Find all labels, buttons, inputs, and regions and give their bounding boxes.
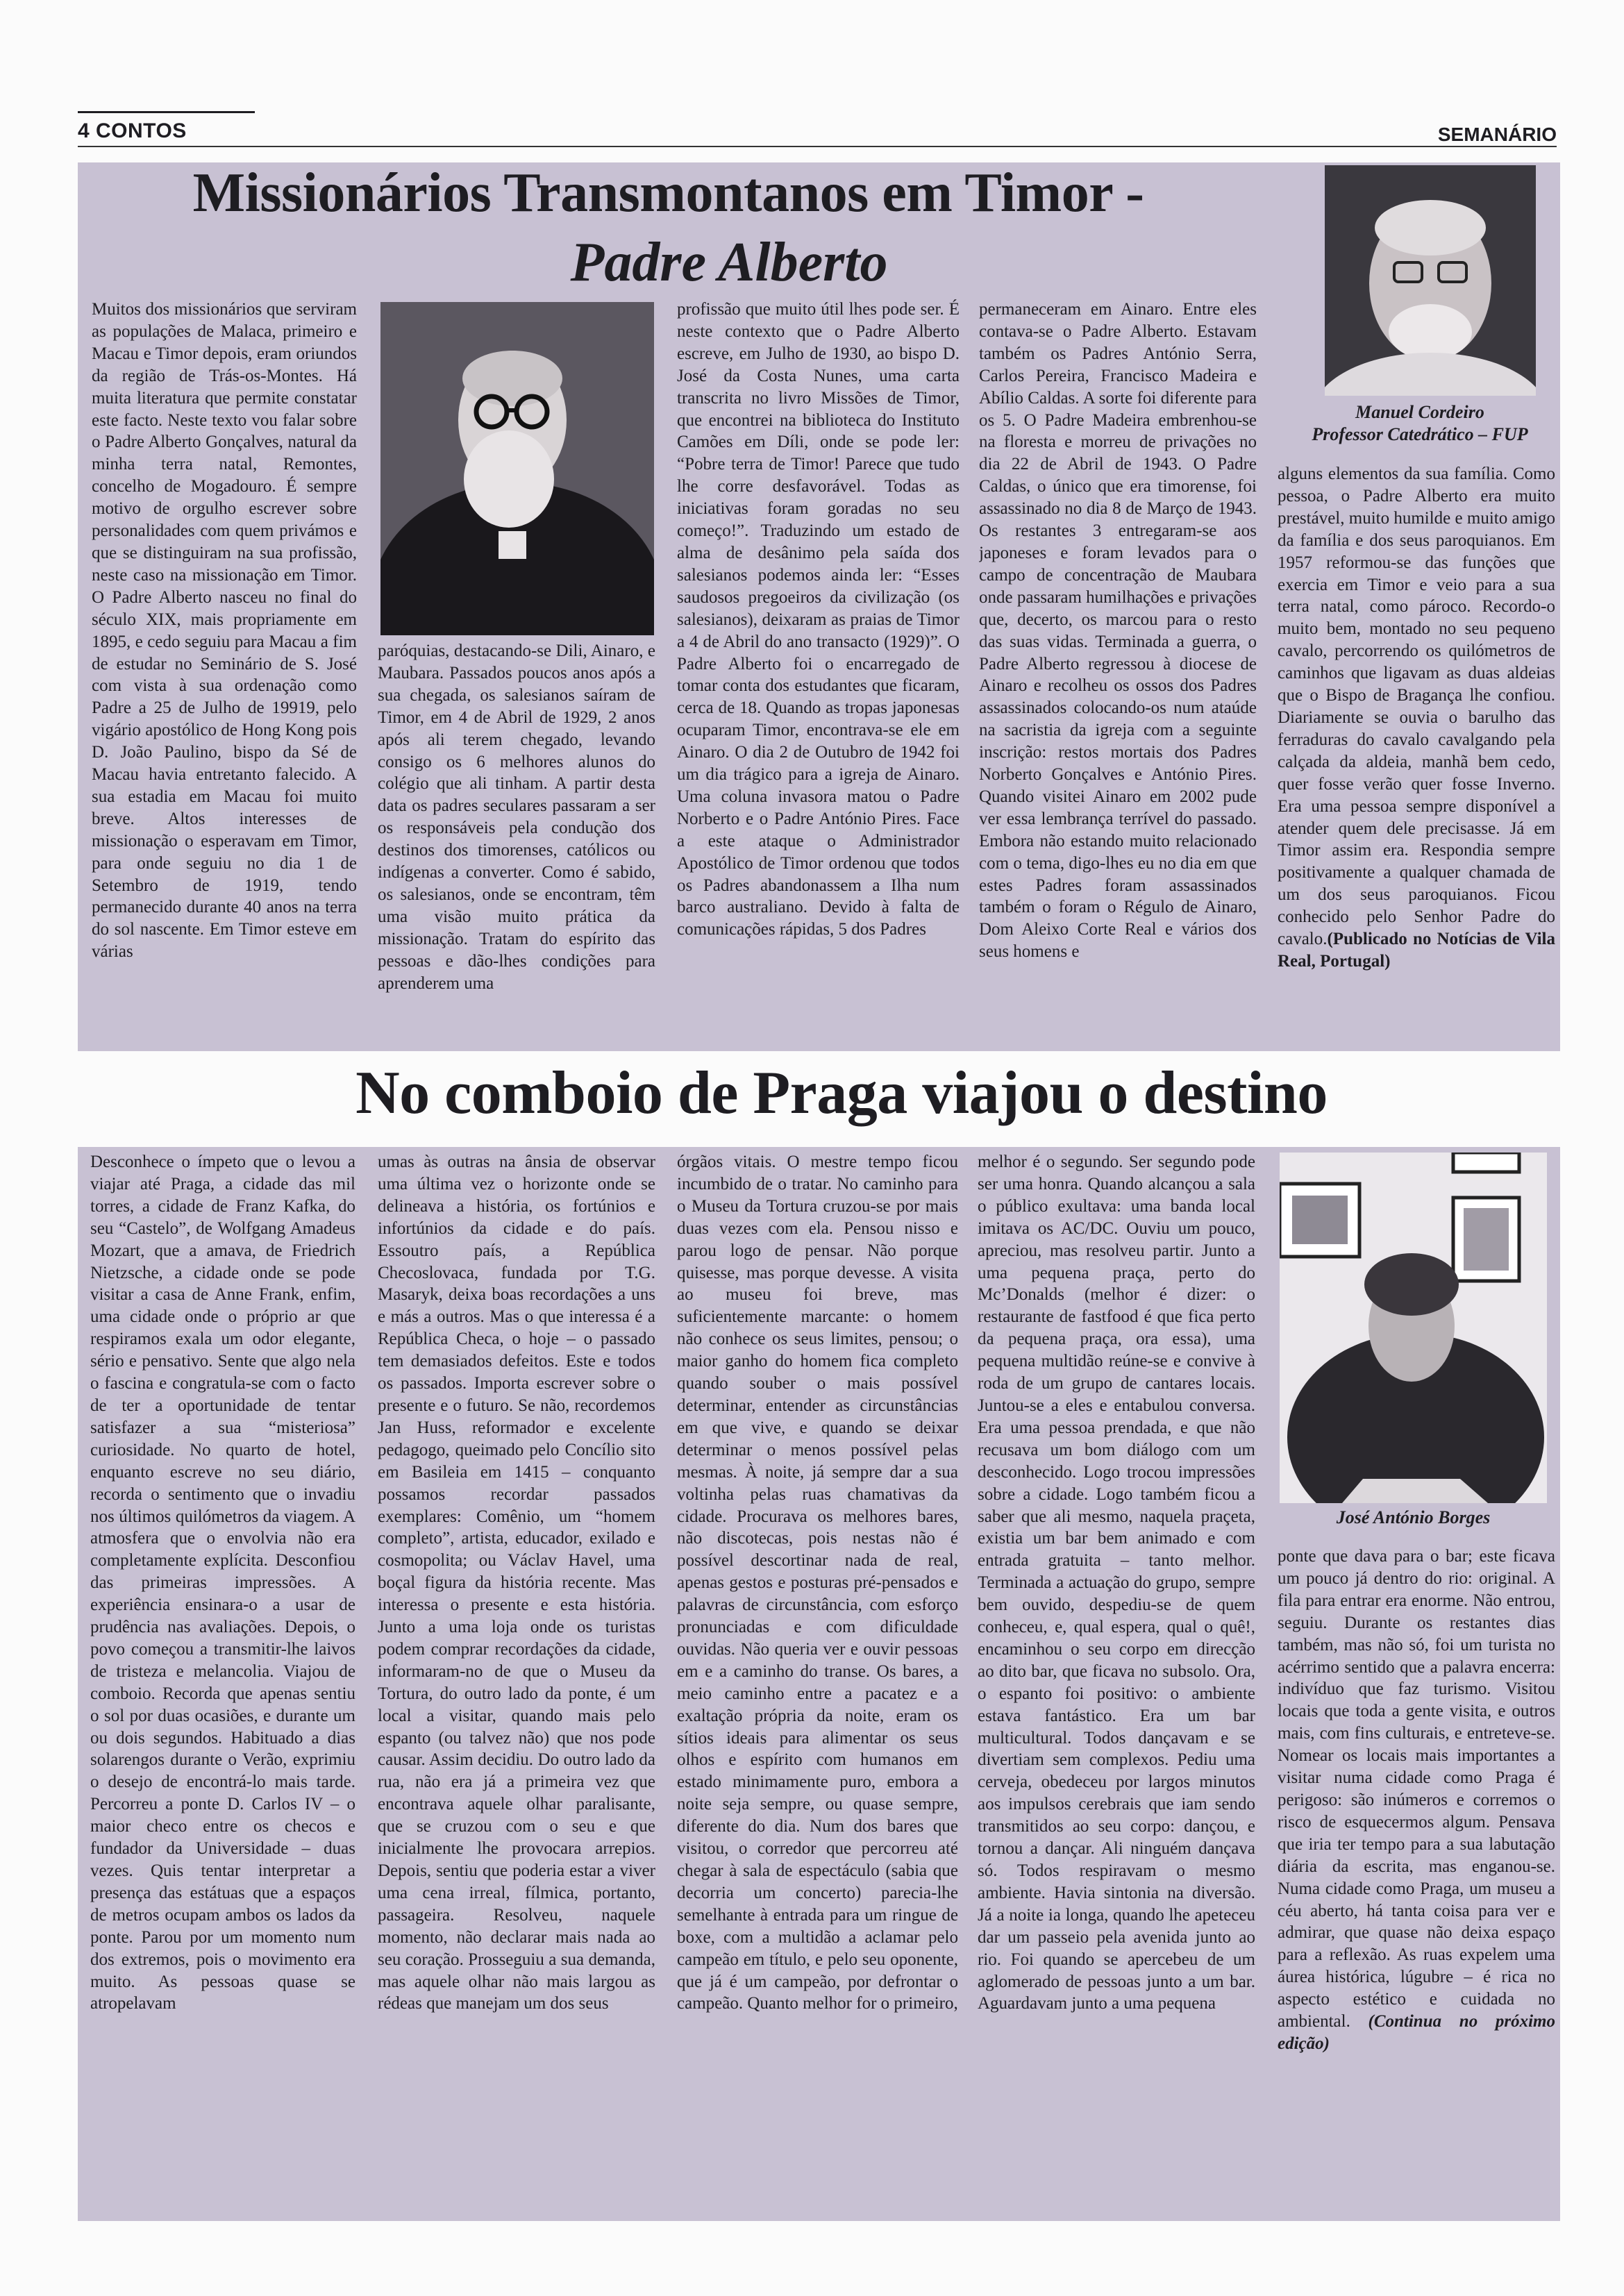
author-caption-jose-antonio-borges: José António Borges — [1336, 1507, 1491, 1527]
article2-column-4-text: melhor é o segundo. Ser segundo pode ser uma honra. Quando alcançou a sala o público exultava: uma banda local imitava os AC/DC. Ouviu um pouco, apreciou, mas resolveu partir. Junto a uma pequena praça, perto do Mc’Donalds (melhor é dizer: o restaurante de fastfood é que fica perto da pequena praça, ora essa), uma pequena multidão reúne-se e convive à roda de um grupo de cantares locais. Juntou-se a eles e entabulou conversa. Era uma pessoa prendada, e que não recusava um bom diálogo com um desconhecido. Logo trocou impressões sobre a cidade. Logo também ficou a saber que ali mesmo, naquela praçeta, existia um bar bem animado e com entrada gratuita – tanto melhor. Terminada a actuação do grupo, sempre bem ouvido, despediu-se de quem conheceu, e, qual espera, qual o quê!, encaminhou o seu corpo em direcção ao dito bar, que ficava no subsolo. Ora, o espanto foi positivo: o ambiente estava fantástico. Era um bar multicultural. Todos dançavam e se divertiam sem complexos. Pediu uma cerveja, obedeceu por largos minutos aos impulsos cerebrais que iam sendo transmitidos ao seu corpo: dançou, e tornou a dançar. Ali ninguém dançava só. Todos respiravam o mesmo ambiente. Havia sintonia na diversão. Já a noite ia longa, quando lhe apeteceu dar um passeio pela avenida junto ao rio. Foi quando se apercebeu de um aglomerado de pessoas junto a um bar. Aguardavam junto a uma pequena — [978, 1153, 1255, 2013]
article1-column-4-text: permaneceram em Ainaro. Entre eles contava-se o Padre Alberto. Estavam também os Padres António Serra, Carlos Pereira, Francisco Madeira e Abílio Caldas. A sorte foi diferente para os 5. O Padre Madeira embrenhou-se na floresta e morreu de privações no dia 22 de Abril de 1943. O Padre Caldas, o único que era timorense, foi assassinado no dia 8 de Março de 1943. Os restantes 3 entregaram-se aos japoneses e foram levados para o campo de concentração de Maubara onde passaram humilhações e privações que, decerto, os marcou para o resto das suas vidas. Terminada a guerra, o Padre Alberto regressou à diocese de Ainaro e recolheu os ossos dos Padres assassinados colocando-os num ataúde na sacristia da igreja com a seguinte inscrição: restos mortais dos Padres Norberto Gonçalves e António Pires. Quando visitei Ainaro em 2002 pude ver essa lembrança terrível do passado. Embora não estando muito relacionado com o tema, digo-lhes eu no dia em que estes Padres foram assassinados também o foram o Régulo de Ainaro, Dom Aleixo Corte Real e vários dos seus homens e — [979, 300, 1257, 962]
article2-column-2 — [378, 1151, 655, 2213]
article2-column-3-text: órgãos vitais. O mestre tempo ficou incumbido de o tratar. No caminho para o Museu da Tortura cruzou-se por mais duas vezes com ela. Pensou nisso e parou logo de pensar. Não porque quisesse, mas porque devesse. A visita ao museu foi breve, mas suficientemente marcante: o homem não conhece os seus limites, pensou; o maior ganho do homem fica completo quando souber o mais possível determinar, entender as circunstâncias em que vive, e quando se deixar determinar o menos possível pelas mesmas. À noite, já sempre dar a sua voltinha pelas ruas chamativas da cidade. Procurava os melhores bares, não discotecas, pois nestas não é possível descortinar nada de real, apenas gestos e posturas pré-pensados e palavras de circunstância, com esforço pronunciadas e com dificuldade ouvidas. Não queria ver e ouvir pessoas em e a caminho do transe. Os bares, a meio caminho entre a pacatez e a exaltação própria da noite, eram os sítios ideais para alimentar os seus olhos e espírito com humanos em estado minimamente puro, embora a noite seja sempre, ou quase sempre, diferente do dia. Num dos bares que visitou, o corredor que percorreu até chegar à sala de espectáculo (sabia que decorria um concerto) parecia-lhe semelhante à entrada para um ringue de boxe, com a multidão a aclamar pelo campeão em título, e pelo seu oponente, que já é um campeão, por defrontar o campeão. Quanto melhor for o primeiro, — [677, 1153, 958, 2013]
article1-subtitle: Padre Alberto — [570, 232, 888, 293]
section-label: 4 CONTOS — [78, 119, 187, 142]
header-rule-left — [78, 111, 255, 113]
masthead: SEMANÁRIO — [1437, 124, 1557, 145]
author-role: Professor Catedrático – FUP — [1312, 424, 1528, 444]
article1-column-4 — [979, 299, 1257, 1045]
article1-title: Missionários Transmontanos em Timor - — [192, 162, 1144, 224]
author-photo-manuel-cordeiro — [1325, 165, 1536, 396]
article1-column-3 — [677, 299, 960, 1045]
article2-column-5-body: ponte que dava para o bar; este ficava um pouco já dentro do rio: original. A fila para entrar era enorme. Não entrou, seguiu. Durante os restantes dias também, mas não só, foi um turista no acérrimo sentido que a palavra encerra: indivíduo que faz turismo. Visitou locais que toda a gente visita, e outros mais, com fins culturais, e entreteve-se. Nomear os locais mais importantes a visitar numa cidade como Praga é perigoso: são inúmeros e corremos o risco de esquecermos algum. Pensava que iria ter tempo para a sua labutação diária da escrita, mas enganou-se. Numa cidade como Praga, um museu a céu aberto, há tanta coisa para ver e admirar, que quase não deixa espaço para a reflexão. As ruas expelem uma áurea histórica, lúgubre – é rica no aspecto estético e cuidada no ambiental. — [1278, 1547, 1555, 2031]
article2-column-2-text: umas às outras na ânsia de observar uma última vez o horizonte onde se delineava a história, os fortúnios e infortúnios da cidade e do país. Essoutro país, a República Checoslovaca, fundada por T.G. Masaryk, deixa boas recordações a uns e más a outros. Mas o que interessa é a República Checa, o hoje – o passado tem demasiados defeitos. Este e todos os passados. Importa escrever sobre o presente e o futuro. Se não, recordemos Jan Huss, reformador e excelente pedagogo, queimado pelo Concílio sito em Basileia em 1415 – conquanto possamos recordar passados exemplares: Comênio, um “homem completo”, artista, educador, exilado e cosmopolita; ou Václav Havel, uma boçal figura da história recente. Mas interessa o presente e esta história. Junto a uma loja onde os turistas podem comprar recordações da cidade, informaram-no de que o Museu da Tortura, do outro lado da ponte, é um local a visitar, quando mais pelo espanto (ou talvez não) que nos pode causar. Assim decidiu. Do outro lado da rua, não era já a primeira vez que encontrava aquele olhar paralisante, que se cruzou com o seu e que inicialmente lhe provocara arrepios. Depois, sentiu que poderia estar a viver uma cena irreal, fílmica, portanto, passageira. Resolveu, naquele momento, não declarar mais nada ao seu coração. Prosseguiu a sua demanda, mas aquele olhar não mais largou as rédeas que manejam um dos seus — [378, 1153, 655, 2013]
article1-column-1 — [92, 299, 357, 1045]
article2-column-4 — [978, 1151, 1255, 2213]
article1-column-2-text: paróquias, destacando-se Dili, Ainaro, e Maubara. Passados poucos anos após a sua chegada, os salesianos saíram de Timor, em 4 de Abril de 1929, 2 anos após ali terem chegado, levando consigo os 6 melhores alunos do colégio que ali tinham. A partir desta data os padres seculares passaram a ser os responsáveis pela condução dos destinos dos timorenses, católicos ou indígenas a converter. Como é sabido, os salesianos, onde se encontram, têm uma visão muito prática da missionação. Tratam do espírito das pessoas e dão-lhes condições para aprenderem uma — [378, 642, 655, 993]
article1-column-5-text — [1278, 463, 1555, 973]
article1-column-3-text: profissão que muito útil lhes pode ser. É neste contexto que o Padre Alberto escreve, em Julho de 1930, ao bispo D. José da Costa Nunes, uma carta transcrita no livro Missões de Timor, que encontrei na biblioteca do Instituto Camões em Díli, onde se pode ler: “Pobre terra de Timor! Parece que tudo lhe corre desfavorável. Todas as iniciativas foram goradas no seu começo!”. Traduzindo um estado de alma de desânimo pela saída dos salesianos podemos ainda ler: “Esses saudosos pregoeiros da civilização (os salesianos), deixaram as praias de Timor a 4 de Abril do ano transacto (1929)”. O Padre Alberto foi o encarregado de tomar conta dos estudantes que ficaram, cerca de 18. Quando as tropas japonesas ocuparam Timor, encontrava-se ele em Ainaro. O dia 2 de Outubro de 1942 foi um dia trágico para a igreja de Ainaro. Uma coluna invasora matou o Padre Norberto e o Padre António Pires. Face a este ataque o Administrador Apostólico de Timor ordenou que todos os Padres abandonassem a Ilha num barco australiano. Devido à falta de comunicações rápidas, 5 dos Padres — [677, 300, 960, 939]
article2-column-1 — [90, 1151, 355, 2213]
article1-publication-note: (Publicado no Notícias de Vila Real, Portugal) — [1278, 930, 1555, 971]
padre-alberto-photo — [380, 302, 654, 635]
article2-continuation-note: (Continua no próximo edição) — [1278, 2012, 1555, 2053]
article2-column-5-text — [1278, 1545, 1555, 2055]
article1-column-5-body: alguns elementos da sua família. Como pessoa, o Padre Alberto era muito prestável, muito humilde e muito amigo da família e dos seus paroquianos. Em 1957 reformou-se das funções que exercia em Timor e veio para a sua terra natal, como pároco. Recordo-o muito bem, montado no seu pequeno cavalo, percorrendo os quilómetros de caminhos que ligavam as duas aldeias que o Bispo de Bragança lhe confiou. Diariamente se ouvia o barulho das ferraduras do cavalo cavalgando pela calçada da aldeia, manhã bem cedo, quer fosse verão quer fosse Inverno. Era uma pessoa sempre disponível a atender quem dele precisasse. Já em Timor assim era. Respondia sempre positivamente a qualquer chamada de um dos seus paroquianos. Ficou conhecido pelo Senhor Padre do cavalo. — [1278, 464, 1555, 949]
author-caption-manuel-cordeiro — [1281, 401, 1559, 446]
author-photo-jose-antonio-borges — [1280, 1153, 1547, 1503]
article2-column-1-text: Desconhece o ímpeto que o levou a viajar até Praga, a cidade das mil torres, a cidade de Franz Kafka, do seu “Castelo”, de Wolfgang Amadeus Mozart, que a amava, de Friedrich Nietzsche, a cidade onde se pode visitar a casa de Anne Frank, enfim, uma cidade onde o próprio ar que respiramos exala um odor elegante, sério e pensativo. Sente que algo nela o fascina e congratula-se com o facto de ter a oportunidade de tentar satisfazer a sua “misteriosa” curiosidade. No quarto de hotel, enquanto escreve no seu diário, recorda o sentimento que o invadiu nos últimos quilómetros da viagem. A atmosfera que o envolvia não era completamente explícita. Desconfiou das primeiras impressões. A experiência ensinara-o a usar de prudência nas avaliações. Depois, o povo começou a transmitir-lhe laivos de tristeza e melancolia. Viajou de comboio. Recorda que apenas sentiu o sol por duas ocasiões, e durante um ou dois segundos. Habituado a dias solarengos durante o Verão, exprimiu o desejo de encontrá-lo mais tarde. Percorreu a ponte D. Carlos IV – o maior checo entre os checos e fundador da Universidade – duas vezes. Quis tentar interpretar a presença das estátuas que a espaços de metros ocupam ambos os lados da ponte. Parou por um momento num dos extremos, pois o movimento era muito. As pessoas quase se atropelavam — [90, 1153, 355, 2013]
article2-title: No comboio de Praga viajou o destino — [355, 1059, 1328, 1127]
article1-column-5 — [1278, 463, 1555, 1046]
article2-column-3 — [677, 1151, 958, 2213]
article1-column-2 — [378, 640, 655, 1045]
header-rule — [78, 146, 1557, 147]
article2-column-5 — [1278, 1545, 1555, 2213]
author-name: Manuel Cordeiro — [1355, 402, 1484, 422]
article1-column-1-text: Muitos dos missionários que serviram as populações de Malaca, primeiro e Macau e Timor depois, eram oriundos da região de Trás-os-Montes. Há muita literatura que permite constatar este facto. Neste texto vou falar sobre o Padre Alberto Gonçalves, natural da minha terra natal, Remontes, concelho de Mogadouro. É sempre motivo de orgulho escrever sobre personalidades com quem privámos e que se distinguiram na sua profissão, neste caso na missionação em Timor. O Padre Alberto nasceu no final do século XIX, mais propriamente em 1895, e cedo seguiu para Macau a fim de estudar no Seminário de S. José com vista à sua ordenação como Padre a 25 de Julho de 19919, pelo vigário apostólico de Hong Kong pois D. João Paulino, bispo da Sé de Macau havia entretanto falecido. A sua estadia em Macau foi muito breve. Altos interesses de missionação o esperavam em Timor, para onde seguiu no dia 1 de Setembro de 1919, tendo permanecido durante 40 anos na terra do sol nascente. Em Timor esteve em várias — [92, 300, 357, 962]
